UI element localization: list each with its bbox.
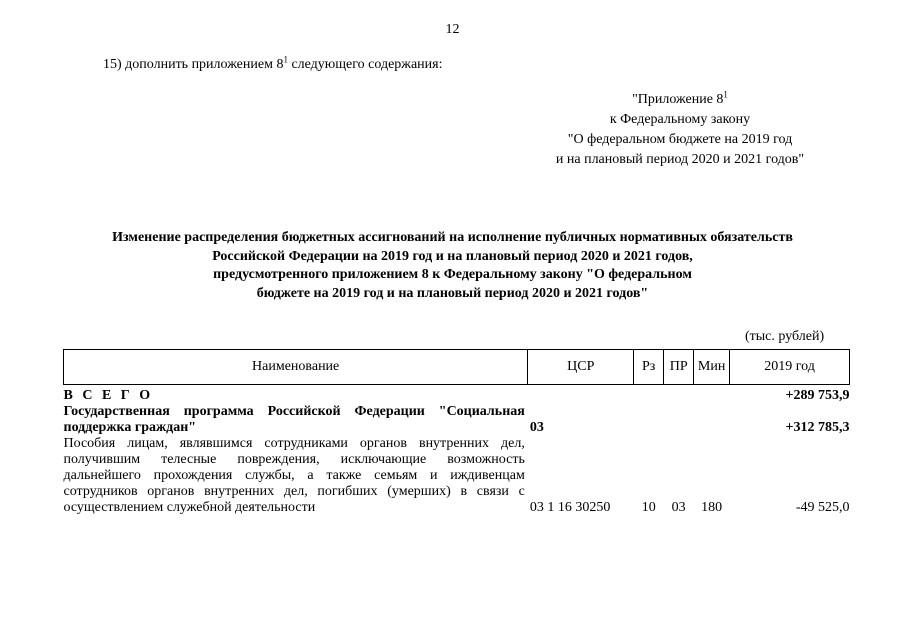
units-note: (тыс. рублей) [745, 329, 825, 344]
appendix-line-3: "О федеральном бюджете на 2019 год [567, 132, 793, 147]
row-min [694, 404, 730, 436]
header-year: 2019 год [730, 350, 850, 385]
row-min [694, 385, 730, 405]
row-rz [634, 404, 664, 436]
row-name: В С Е Г О [63, 388, 154, 403]
row-pr: 03 [671, 500, 686, 515]
appendix-line-1 [520, 90, 840, 110]
header-pr: ПР [664, 350, 694, 385]
header-rz: Рз [634, 350, 664, 385]
header-csr: ЦСР [528, 350, 634, 385]
header-min: Мин [694, 350, 730, 385]
appendix-header [520, 90, 840, 170]
amendment-intro-tail: следующего содержания: [287, 57, 443, 72]
row-rz: 10 [641, 500, 656, 515]
row-name: Пособия лицам, являвшимся сотрудниками органов внутренних дел, получившим телесные повреждения, исключающие возможность дальнейшего прохождения службы, а также семьям и иждивенцам сотрудников органов внутренних дел, погибших (умерших) в связи с осуществлением служебной деятельности [63, 436, 525, 515]
amendment-intro-text: 15) дополнить приложением 8 [103, 57, 284, 72]
row-pr [664, 385, 694, 405]
amendment-intro-superscript: 1 [283, 54, 288, 65]
row-name: Государственная программа Российской Федерации "Социальная поддержка граждан" [63, 404, 525, 435]
appendix-label: "Приложение 8 [632, 92, 724, 107]
row-csr: 03 1 16 30250 [529, 500, 611, 515]
title-line-3: предусмотренного приложением 8 к Федеральному закону "О федеральном [213, 267, 692, 282]
appendix-line-4: и на плановый период 2020 и 2021 годов" [555, 152, 805, 167]
amendment-intro [103, 54, 443, 73]
row-amount: +289 753,9 [785, 388, 850, 403]
appendix-line-2: к Федеральному закону [609, 112, 751, 127]
row-pr [664, 404, 694, 436]
page-number: 12 [445, 22, 460, 37]
document-title [40, 229, 865, 303]
appendix-superscript: 1 [723, 89, 728, 100]
table-row [64, 404, 850, 436]
title-line-2: Российской Федерации на 2019 год и на плановый период 2020 и 2021 годов, [212, 248, 693, 264]
row-min: 180 [701, 500, 723, 515]
table-row [64, 436, 850, 516]
table-row [64, 385, 850, 405]
budget-table [63, 349, 850, 516]
table-header-row [64, 350, 850, 385]
header-name: Наименование [64, 350, 528, 385]
row-rz [634, 385, 664, 405]
row-csr: 03 [529, 420, 544, 435]
row-amount: -49 525,0 [795, 500, 850, 515]
row-amount: +312 785,3 [785, 420, 850, 435]
row-csr [528, 385, 634, 405]
title-line-1: Изменение распределения бюджетных ассигнований на исполнение публичных нормативных обязательств [112, 230, 793, 245]
title-line-4: бюджете на 2019 год и на плановый период 2020 и 2021 годов" [256, 285, 649, 301]
